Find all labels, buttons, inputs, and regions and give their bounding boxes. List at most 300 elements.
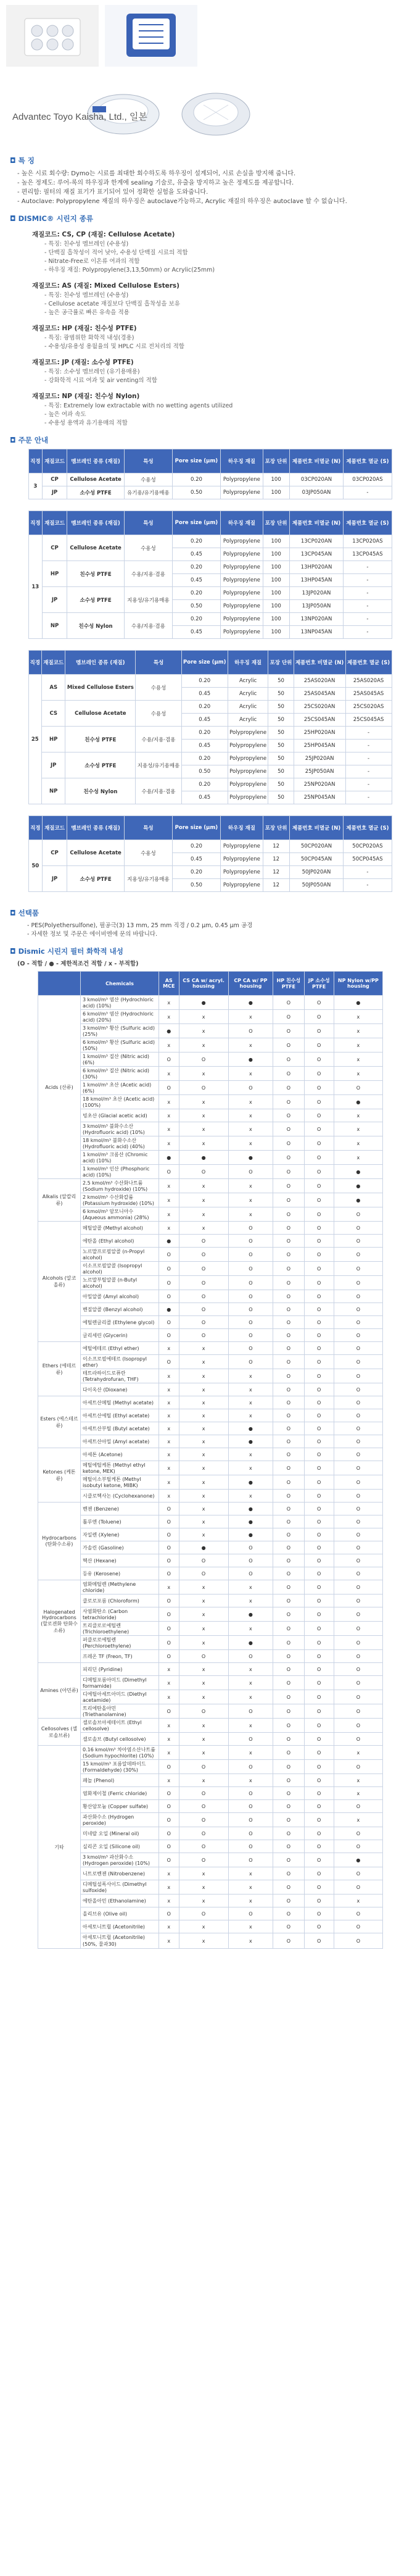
property-cell: 수용성 bbox=[136, 701, 181, 727]
resistance-cell: O bbox=[179, 1827, 228, 1840]
nonsterile-code-cell: 13JP050AN bbox=[289, 600, 344, 613]
chemical-row bbox=[38, 1369, 383, 1383]
order-table bbox=[28, 511, 392, 639]
resistance-cell: x bbox=[159, 1448, 179, 1461]
resistance-cell: O bbox=[159, 1276, 179, 1290]
sterile-code-cell: - bbox=[344, 486, 392, 499]
resistance-cell: x bbox=[179, 1594, 228, 1607]
resistance-cell: O bbox=[273, 1151, 304, 1165]
chemical-row bbox=[38, 1355, 383, 1369]
chemical-name-cell: 에틸렌글리콜 (Ethylene glycol) bbox=[81, 1316, 159, 1329]
chemical-name-cell: 등유 (Kerosene) bbox=[81, 1567, 159, 1580]
resistance-cell: O bbox=[334, 1369, 382, 1383]
resistance-cell: O bbox=[304, 1515, 334, 1528]
resistance-cell: O bbox=[273, 1422, 304, 1435]
chemical-row bbox=[38, 1622, 383, 1636]
resistance-cell: O bbox=[304, 1580, 334, 1594]
resistance-cell: O bbox=[159, 1853, 179, 1867]
resistance-cell: ● bbox=[179, 1151, 228, 1165]
chemical-name-cell: 0.16 kmol/m³ 차아염소산나트륨 (Sodium hypochlorite) (10%) bbox=[81, 1746, 159, 1760]
chemical-section bbox=[0, 946, 420, 1949]
chemical-row bbox=[38, 1515, 383, 1528]
resistance-cell: O bbox=[304, 1719, 334, 1733]
resistance-cell: ● bbox=[228, 1503, 273, 1515]
pore-size-cell: 0.20 bbox=[172, 535, 221, 548]
order-header-cell: 특성 bbox=[136, 651, 181, 675]
resistance-cell: x bbox=[159, 1580, 179, 1594]
resistance-cell: O bbox=[273, 1193, 304, 1207]
product-type-list bbox=[10, 230, 410, 428]
resistance-cell: O bbox=[179, 1081, 228, 1095]
resistance-cell: O bbox=[304, 1853, 334, 1867]
resistance-cell: x bbox=[179, 1475, 228, 1490]
order-row bbox=[28, 561, 392, 574]
membrane-cell: 친수성 Nylon bbox=[65, 778, 136, 804]
resistance-cell: x bbox=[179, 1448, 228, 1461]
resistance-cell: ● bbox=[159, 1024, 179, 1038]
resistance-cell: O bbox=[334, 1290, 382, 1303]
chemical-row bbox=[38, 1052, 383, 1067]
chemical-row bbox=[38, 1248, 383, 1262]
pore-size-cell: 0.20 bbox=[181, 675, 228, 688]
resistance-cell: O bbox=[304, 1607, 334, 1622]
property-cell: 지용성/유기용매용 bbox=[125, 866, 173, 892]
resistance-cell: O bbox=[179, 1840, 228, 1853]
product-type-detail: - 특징: Extremely low extractable with no wetting agents utilized bbox=[44, 402, 233, 409]
chemical-row bbox=[38, 1136, 383, 1151]
chemical-name-cell: 디에틸아세트아미드 (Diethyl acetamide) bbox=[81, 1690, 159, 1704]
resistance-cell: x bbox=[159, 1193, 179, 1207]
resistance-cell: O bbox=[273, 1122, 304, 1136]
resistance-cell: ● bbox=[228, 1515, 273, 1528]
resistance-cell: x bbox=[228, 1448, 273, 1461]
order-header-cell: Pore size (μm) bbox=[172, 449, 221, 473]
chemical-row bbox=[38, 996, 383, 1010]
resistance-cell: O bbox=[304, 1151, 334, 1165]
code-cell: NP bbox=[42, 778, 65, 804]
nonsterile-code-cell: 25AS045AN bbox=[294, 688, 345, 701]
resistance-cell: O bbox=[273, 1342, 304, 1355]
chemical-row bbox=[38, 1813, 383, 1827]
sterile-code-cell: - bbox=[345, 791, 392, 804]
resistance-cell: O bbox=[304, 1052, 334, 1067]
resistance-cell: O bbox=[334, 1622, 382, 1636]
chemical-name-cell: 글리세린 (Glycerin) bbox=[81, 1329, 159, 1342]
resistance-cell: x bbox=[228, 1010, 273, 1024]
resistance-cell: x bbox=[179, 1179, 228, 1193]
resistance-cell: x bbox=[159, 1038, 179, 1052]
resistance-cell: O bbox=[159, 1052, 179, 1067]
chemical-name-cell: 테트라하이드로퓨란 (Tetrahydrofuran, THF) bbox=[81, 1369, 159, 1383]
chemical-name-cell: 아세트산부틸 (Butyl acetate) bbox=[81, 1422, 159, 1435]
resistance-cell: O bbox=[273, 1329, 304, 1342]
chemical-category-cell: 기타 bbox=[38, 1746, 81, 1949]
pack-unit-cell: 50 bbox=[268, 701, 294, 714]
resistance-cell: O bbox=[304, 1383, 334, 1396]
resistance-cell: O bbox=[228, 1907, 273, 1920]
resistance-cell: O bbox=[273, 1541, 304, 1554]
pack-unit-cell: 12 bbox=[263, 866, 289, 879]
chemical-row bbox=[38, 1541, 383, 1554]
resistance-cell: O bbox=[228, 1165, 273, 1179]
resistance-cell: ● bbox=[334, 1095, 382, 1109]
nonsterile-code-cell: 13NP020AN bbox=[289, 613, 344, 626]
chemical-name-cell: 2.5 kmol/m³ 수산화나트륨 (Sodium hydroxide) (10%) bbox=[81, 1179, 159, 1193]
resistance-cell: x bbox=[159, 1396, 179, 1409]
resistance-cell: O bbox=[304, 1813, 334, 1827]
chemical-legend: (O - 적합 / ● - 제한적조건 적합 / x - 부적합) bbox=[17, 961, 139, 967]
order-header-cell: 멤브레인 종류 (재질) bbox=[67, 816, 124, 840]
resistance-cell: x bbox=[159, 1095, 179, 1109]
resistance-cell: x bbox=[334, 1052, 382, 1067]
resistance-cell: O bbox=[273, 1746, 304, 1760]
resistance-cell: x bbox=[179, 1122, 228, 1136]
chemical-name-cell: 3 kmol/m³ 불화수소산 (Hydrofluoric acid) (10%) bbox=[81, 1122, 159, 1136]
pore-size-cell: 0.45 bbox=[181, 688, 228, 701]
resistance-cell: O bbox=[273, 1207, 304, 1222]
resistance-cell: O bbox=[334, 1690, 382, 1704]
resistance-cell: O bbox=[334, 1503, 382, 1515]
chemical-header-cell: HP 친수성 PTFE bbox=[273, 972, 304, 996]
resistance-cell: O bbox=[304, 996, 334, 1010]
resistance-cell: ● bbox=[159, 1151, 179, 1165]
resistance-cell: O bbox=[273, 1719, 304, 1733]
diameter-cell: 50 bbox=[28, 840, 43, 892]
resistance-cell: x bbox=[334, 1024, 382, 1038]
resistance-cell: O bbox=[273, 1010, 304, 1024]
resistance-cell: O bbox=[304, 1276, 334, 1290]
resistance-cell: O bbox=[273, 1920, 304, 1933]
housing-cell: Polypropylene bbox=[221, 600, 263, 613]
chemical-row bbox=[38, 1690, 383, 1704]
nonsterile-code-cell: 13CP020AN bbox=[289, 535, 344, 548]
resistance-cell: x bbox=[179, 1719, 228, 1733]
nonsterile-code-cell: 25CS020AN bbox=[294, 701, 345, 714]
resistance-cell: ● bbox=[228, 996, 273, 1010]
features-list bbox=[10, 169, 410, 206]
resistance-cell: O bbox=[304, 1342, 334, 1355]
feature-item: - 편리함: 필터의 재질 표기가 표기되어 있어 정확한 실험을 도와줍니다. bbox=[17, 189, 208, 196]
resistance-cell: x bbox=[179, 1355, 228, 1369]
membrane-cell: 친수성 PTFE bbox=[67, 561, 124, 587]
chemical-name-cell: 18 kmol/m³ 불화수소산 (Hydrofluoric acid) (40%) bbox=[81, 1136, 159, 1151]
resistance-cell: O bbox=[273, 1248, 304, 1262]
order-header-cell: 직경 bbox=[28, 511, 43, 535]
resistance-cell: O bbox=[304, 1290, 334, 1303]
membrane-cell: 친수성 PTFE bbox=[65, 727, 136, 752]
resistance-cell: O bbox=[273, 1827, 304, 1840]
product-type-heading: 재질코드: CS, CP (재질: Cellulose Acetate) bbox=[32, 231, 175, 238]
product-type-heading: 재질코드: NP (재질: 친수성 Nylon) bbox=[32, 393, 140, 400]
resistance-cell: O bbox=[334, 1607, 382, 1622]
resistance-cell: O bbox=[304, 1880, 334, 1894]
resistance-cell: x bbox=[159, 1461, 179, 1475]
chemical-row bbox=[38, 1867, 383, 1880]
resistance-cell: O bbox=[159, 1622, 179, 1636]
resistance-cell: O bbox=[304, 1676, 334, 1690]
resistance-cell: ● bbox=[179, 1541, 228, 1554]
chemical-name-cell: 자일렌 (Xylene) bbox=[81, 1528, 159, 1541]
resistance-cell: x bbox=[179, 1490, 228, 1503]
feature-item: - Autoclave: Polypropylene 재질의 하우징은 autoclave가능하고, Acrylic 재질의 하우징은 autoclave 할 수 없습니다. bbox=[17, 198, 347, 205]
resistance-cell: O bbox=[159, 1594, 179, 1607]
resistance-cell: O bbox=[159, 1262, 179, 1276]
pore-size-cell: 0.20 bbox=[181, 778, 228, 791]
resistance-cell: O bbox=[334, 1276, 382, 1290]
resistance-cell: x bbox=[334, 1010, 382, 1024]
resistance-cell: O bbox=[304, 1316, 334, 1329]
resistance-cell: O bbox=[334, 1733, 382, 1746]
chemical-row bbox=[38, 1396, 383, 1409]
brand-name: Advantec Toyo Kaisha, Ltd., 일본 bbox=[12, 112, 147, 122]
resistance-cell: O bbox=[273, 1594, 304, 1607]
resistance-cell: O bbox=[273, 1235, 304, 1248]
chemical-name-cell: 이소프로필에테르 (Isopropyl ether) bbox=[81, 1355, 159, 1369]
resistance-cell: O bbox=[304, 1081, 334, 1095]
resistance-cell: O bbox=[334, 1800, 382, 1813]
resistance-cell: x bbox=[228, 1746, 273, 1760]
types-section bbox=[0, 214, 420, 428]
resistance-cell: x bbox=[228, 1409, 273, 1422]
resistance-cell: O bbox=[304, 1567, 334, 1580]
resistance-cell: O bbox=[273, 1109, 304, 1122]
resistance-cell: x bbox=[228, 1038, 273, 1052]
resistance-cell: O bbox=[159, 1650, 179, 1663]
chemical-row bbox=[38, 1933, 383, 1949]
housing-cell: Polypropylene bbox=[221, 548, 263, 561]
features-title: ◘ 특 징 bbox=[10, 156, 35, 165]
product-photos bbox=[0, 0, 420, 148]
chemical-row bbox=[38, 1475, 383, 1490]
resistance-cell: O bbox=[228, 1355, 273, 1369]
resistance-cell: O bbox=[159, 1607, 179, 1622]
nonsterile-code-cell: 25JP020AN bbox=[294, 752, 345, 765]
resistance-cell: O bbox=[159, 1316, 179, 1329]
order-row bbox=[28, 840, 392, 853]
resistance-cell: O bbox=[273, 1607, 304, 1622]
resistance-cell: O bbox=[334, 1827, 382, 1840]
chemical-row bbox=[38, 1554, 383, 1567]
resistance-cell: O bbox=[273, 1369, 304, 1383]
pack-unit-cell: 100 bbox=[263, 548, 289, 561]
housing-cell: Polypropylene bbox=[221, 473, 263, 486]
resistance-cell: x bbox=[334, 1038, 382, 1052]
resistance-cell: O bbox=[179, 1276, 228, 1290]
resistance-cell: O bbox=[304, 1690, 334, 1704]
pack-unit-cell: 12 bbox=[263, 853, 289, 866]
chemical-row bbox=[38, 1193, 383, 1207]
optional-section bbox=[0, 908, 420, 939]
chemical-name-cell: 니트로벤젠 (Nitrobenzene) bbox=[81, 1867, 159, 1880]
chemical-row bbox=[38, 1435, 383, 1448]
pore-size-cell: 0.45 bbox=[172, 574, 221, 587]
chemical-row bbox=[38, 1853, 383, 1867]
chemical-header-cell: JP 소수성 PTFE bbox=[304, 972, 334, 996]
resistance-cell: O bbox=[273, 1490, 304, 1503]
chemical-name-cell: 아밀알콜 (Amyl alcohol) bbox=[81, 1290, 159, 1303]
chemical-title: ◘ Dismic 시린지 필터 화학적 내성 bbox=[10, 947, 123, 956]
resistance-cell: ● bbox=[228, 1607, 273, 1622]
code-cell: CP bbox=[43, 473, 67, 486]
order-header-cell: 멤브레인 종류 (재질) bbox=[67, 511, 124, 535]
sterile-code-cell: 25CS045AS bbox=[345, 714, 392, 727]
pack-unit-cell: 50 bbox=[268, 727, 294, 740]
chemical-row bbox=[38, 1503, 383, 1515]
resistance-cell: x bbox=[334, 1774, 382, 1787]
resistance-cell: O bbox=[273, 1867, 304, 1880]
pack-unit-cell: 12 bbox=[263, 879, 289, 892]
chemical-row bbox=[38, 1383, 383, 1396]
chemical-name-cell: 아세트산아밀 (Amyl acetate) bbox=[81, 1435, 159, 1448]
nonsterile-code-cell: 50CP020AN bbox=[289, 840, 344, 853]
pack-unit-cell: 100 bbox=[263, 587, 289, 600]
chemical-row bbox=[38, 1290, 383, 1303]
property-cell: 수용성 bbox=[136, 675, 181, 701]
nonsterile-code-cell: 50CP045AN bbox=[289, 853, 344, 866]
order-title: ◘ 주문 안내 bbox=[10, 436, 49, 444]
resistance-cell: O bbox=[228, 1342, 273, 1355]
resistance-cell: O bbox=[159, 1554, 179, 1567]
chemical-row bbox=[38, 1787, 383, 1800]
chemical-header-cell: AS MCE bbox=[159, 972, 179, 996]
resistance-cell: O bbox=[273, 1435, 304, 1448]
housing-cell: Polypropylene bbox=[221, 535, 263, 548]
resistance-cell: x bbox=[179, 1369, 228, 1383]
resistance-cell: O bbox=[273, 1733, 304, 1746]
pore-size-cell: 0.45 bbox=[181, 791, 228, 804]
order-header-cell: 멤브레인 종류 (재질) bbox=[67, 449, 124, 473]
chemical-name-cell: 아세톤 (Acetone) bbox=[81, 1448, 159, 1461]
optional-line: - 자세한 정보 및 주문은 에이비엔에 문의 바랍니다. bbox=[27, 931, 158, 938]
resistance-cell: x bbox=[159, 1867, 179, 1880]
sterile-code-cell: - bbox=[345, 740, 392, 752]
resistance-cell: O bbox=[273, 1690, 304, 1704]
chemical-category-cell: Hydrocarbons (탄화수소류) bbox=[38, 1503, 81, 1580]
resistance-cell: O bbox=[334, 1541, 382, 1554]
chemical-name-cell: 에탄올 (Ethyl alcohol) bbox=[81, 1235, 159, 1248]
resistance-cell: O bbox=[273, 1528, 304, 1541]
resistance-cell: O bbox=[159, 1528, 179, 1541]
resistance-cell: O bbox=[334, 1303, 382, 1316]
product-type-detail: - 하우징 재질: Polypropylene(3,13,50mm) or Acrylic(25mm) bbox=[44, 267, 215, 273]
resistance-cell: O bbox=[228, 1248, 273, 1262]
order-header-cell: Pore size (μm) bbox=[181, 651, 228, 675]
product-type-heading: 재질코드: JP (재질: 소수성 PTFE) bbox=[32, 359, 134, 366]
resistance-cell: x bbox=[179, 1515, 228, 1528]
resistance-cell: O bbox=[334, 1880, 382, 1894]
resistance-cell: O bbox=[273, 1355, 304, 1369]
resistance-cell: O bbox=[228, 1840, 273, 1853]
order-header-cell: 포장 단위 bbox=[263, 511, 289, 535]
chemical-name-cell: 염화제이철 (Ferric chloride) bbox=[81, 1787, 159, 1800]
resistance-cell: x bbox=[228, 1894, 273, 1907]
sterile-code-cell: - bbox=[344, 866, 392, 879]
code-cell: NP bbox=[43, 613, 67, 639]
resistance-cell: x bbox=[179, 1607, 228, 1622]
chemical-name-cell: 트리클로로에틸렌 (Trichloroethylene) bbox=[81, 1622, 159, 1636]
resistance-cell: O bbox=[304, 1622, 334, 1636]
resistance-cell: O bbox=[334, 1222, 382, 1235]
chemical-row bbox=[38, 1704, 383, 1719]
housing-cell: Polypropylene bbox=[221, 866, 263, 879]
pack-unit-cell: 100 bbox=[263, 535, 289, 548]
resistance-cell: O bbox=[273, 1448, 304, 1461]
pack-unit-cell: 50 bbox=[268, 714, 294, 727]
resistance-cell: x bbox=[159, 1690, 179, 1704]
resistance-cell: x bbox=[159, 1719, 179, 1733]
resistance-cell: O bbox=[179, 1853, 228, 1867]
resistance-cell: x bbox=[179, 1894, 228, 1907]
pack-unit-cell: 50 bbox=[268, 740, 294, 752]
resistance-cell: O bbox=[304, 1095, 334, 1109]
diameter-cell: 13 bbox=[28, 535, 43, 639]
resistance-cell: ● bbox=[334, 1853, 382, 1867]
order-header-cell: Pore size (μm) bbox=[172, 816, 221, 840]
order-header-row bbox=[28, 449, 392, 473]
order-header-cell: 직경 bbox=[28, 449, 43, 473]
resistance-cell: x bbox=[228, 1207, 273, 1222]
sterile-code-cell: - bbox=[345, 778, 392, 791]
feature-item: - 높은 시료 회수량: Dymo는 시료를 최대한 회수하도록 하우징이 설계되어, 시료 손실을 방지해 줍니다. bbox=[17, 170, 296, 177]
resistance-cell: x bbox=[179, 1933, 228, 1949]
chemical-name-cell: 15 kmol/m³ 포름알데하이드 (Formaldehyde) (30%) bbox=[81, 1760, 159, 1774]
chemical-row bbox=[38, 1122, 383, 1136]
code-cell: CP bbox=[43, 840, 67, 866]
order-row bbox=[28, 486, 392, 499]
resistance-cell: x bbox=[228, 1676, 273, 1690]
table-gap bbox=[10, 804, 410, 813]
resistance-cell: x bbox=[179, 1109, 228, 1122]
housing-cell: Polypropylene bbox=[228, 727, 268, 740]
resistance-cell: O bbox=[159, 1515, 179, 1528]
resistance-cell: O bbox=[304, 1207, 334, 1222]
resistance-cell: O bbox=[273, 1165, 304, 1179]
product-type-detail: - 특징: 소수성 멤브레인 (유기용매용) bbox=[44, 369, 140, 375]
chemical-name-cell: 헥산 (Hexane) bbox=[81, 1554, 159, 1567]
housing-cell: Acrylic bbox=[228, 688, 268, 701]
pack-unit-cell: 12 bbox=[263, 840, 289, 853]
pore-size-cell: 0.20 bbox=[181, 727, 228, 740]
membrane-cell: 소수성 PTFE bbox=[67, 866, 124, 892]
resistance-cell: O bbox=[228, 1262, 273, 1276]
chemical-name-cell: 3 kmol/m³ 과산화수소 (Hydrogen peroxide) (10%) bbox=[81, 1853, 159, 1867]
chemical-header-cell: NP Nylon w/PP housing bbox=[334, 972, 382, 996]
chemical-row bbox=[38, 1038, 383, 1052]
pack-unit-cell: 100 bbox=[263, 486, 289, 499]
chemical-row bbox=[38, 1528, 383, 1541]
resistance-cell: O bbox=[334, 1081, 382, 1095]
resistance-cell: O bbox=[304, 1248, 334, 1262]
resistance-cell: x bbox=[334, 1067, 382, 1081]
resistance-cell: O bbox=[273, 1067, 304, 1081]
chemical-row bbox=[38, 1733, 383, 1746]
resistance-cell: O bbox=[304, 1760, 334, 1774]
resistance-cell: x bbox=[334, 1151, 382, 1165]
chemical-row bbox=[38, 1636, 383, 1650]
order-header-cell: Pore size (μm) bbox=[172, 511, 221, 535]
resistance-cell: O bbox=[304, 1746, 334, 1760]
housing-cell: Polypropylene bbox=[221, 853, 263, 866]
resistance-cell: O bbox=[159, 1329, 179, 1342]
pore-size-cell: 0.45 bbox=[181, 740, 228, 752]
resistance-cell: x bbox=[228, 1663, 273, 1676]
resistance-cell: ● bbox=[228, 1151, 273, 1165]
resistance-cell: O bbox=[228, 1567, 273, 1580]
property-cell: 지용성/유기용매용 bbox=[136, 752, 181, 778]
chemical-name-cell: 18 kmol/m³ 초산 (Acetic acid) (100%) bbox=[81, 1095, 159, 1109]
pack-unit-cell: 50 bbox=[268, 778, 294, 791]
resistance-cell: O bbox=[304, 1933, 334, 1949]
